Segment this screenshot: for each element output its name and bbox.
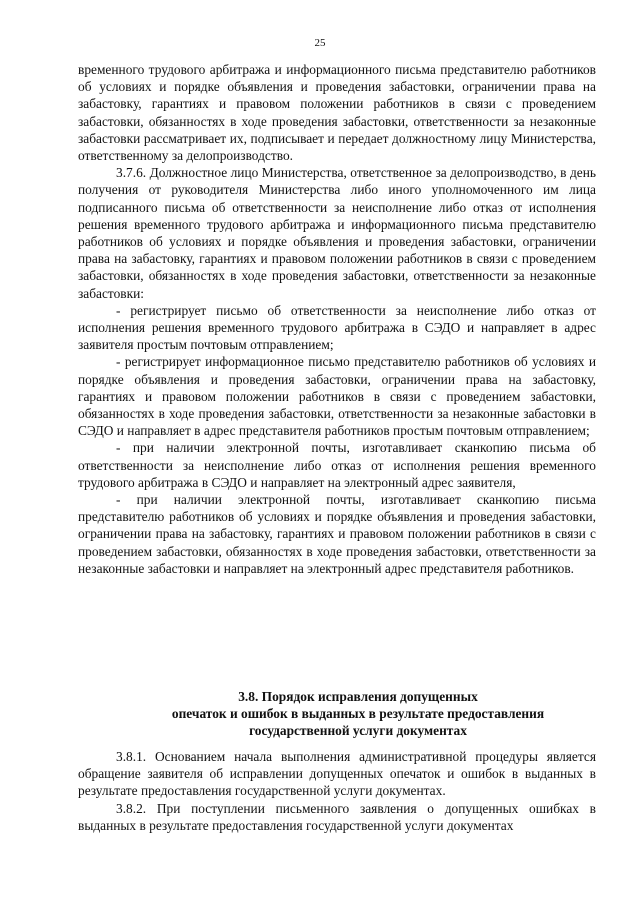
- heading-line-3: государственной услуги документах: [249, 723, 467, 739]
- heading-line-1: 3.8. Порядок исправления допущенных: [238, 689, 478, 704]
- paragraph-continuation: временного трудового арбитража и информационного письма представителю работников об условиях и порядке объявления и проведения забастовки, ограничении права на забастовку, гарантиях и правовом положении работников в связи с проведением забастовки, обязанностях в ходе проведения забастовки, ответственности за незаконные забастовки рассматривает их, подписывает и передает должностному лицу Министерства, ответственному за делопроизводство.: [78, 62, 596, 164]
- section-3-8-text: [78, 748, 596, 834]
- page-number: 25: [314, 37, 326, 49]
- heading-line-2: опечаток и ошибок в выданных в результате предоставления: [171, 706, 545, 722]
- paragraph-3-8-1: 3.8.1. Основанием начала выполнения административной процедуры является обращение заявителя об исправлении допущенных опечаток и ошибок в выданных в результате предоставления государственной услуги документах.: [78, 749, 596, 799]
- paragraph-3-8-2: 3.8.2. При поступлении письменного заявления о допущенных ошибках в выданных в результате предоставления государственной услуги документах: [78, 800, 596, 833]
- list-item-register-letter: - регистрирует письмо об ответственности за неисполнение либо отказ от исполнения решения временного трудового арбитража в СЭДО и направляет в адрес заявителя простым почтовым отправлением;: [78, 302, 596, 353]
- paragraph-3-7-6: 3.7.6. Должностное лицо Министерства, ответственное за делопроизводство, в день получения от руководителя Министерства либо иного уполномоченного им лица подписанного письма об ответственности за неисполнение либо отказ от исполнения решения временного трудового арбитража и информационного письма представителю работников об условиях и порядке объявления и проведения забастовки, ограничении права на забастовку, гарантиях и правовом положении работников в связи с проведением забастовки, обязанностях в ходе проведения забастовки, ответственности за незаконные забастовки:: [78, 165, 596, 301]
- section-3-8-heading: [78, 688, 638, 740]
- list-item-email-scan-representative: - при наличии электронной почты, изготавливает сканкопию письма представителю работников об условиях и порядке объявления и проведения забастовки, ограничении права на забастовку, гарантиях и правовом положении работников в связи с проведением забастовки, обязанностях в ходе проведения забастовки, ответственности за незаконные забастовки и направляет на электронный адрес представителя работников.: [78, 492, 596, 576]
- section-3-7-text: [78, 61, 596, 577]
- list-item-email-scan-applicant: - при наличии электронной почты, изготавливает сканкопию письма об ответственности за неисполнение либо отказ от исполнения решения временного трудового арбитража в СЭДО и направляет на электронный адрес заявителя,: [78, 440, 596, 490]
- list-item-register-info-letter: - регистрирует информационное письмо представителю работников об условиях и порядке объявления и проведения забастовки, ограничении права на забастовку, гарантиях и правовом положении работников в связи с проведением забастовки, обязанностях в ходе проведения забастовки, ответственности за незаконные забастовки в СЭДО и направляет в адрес представителя работников простым почтовым отправлением;: [78, 354, 596, 439]
